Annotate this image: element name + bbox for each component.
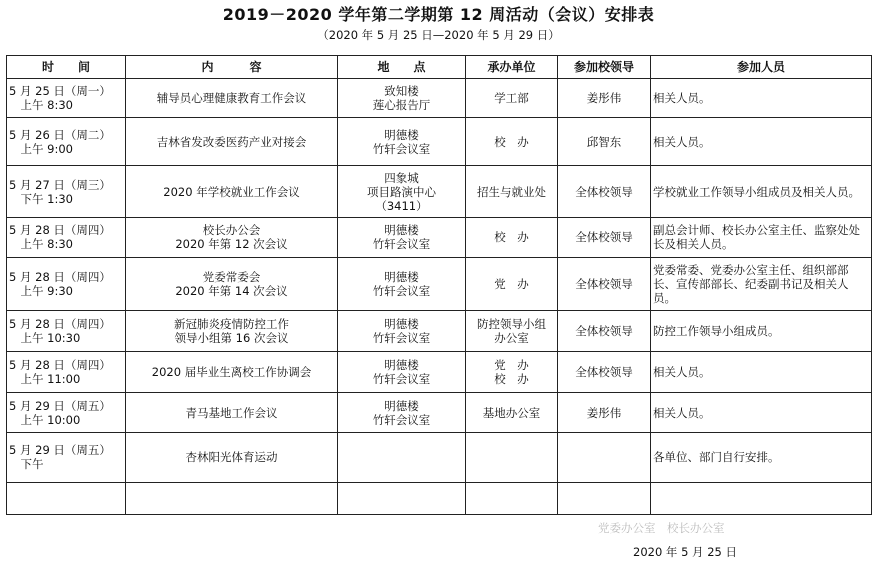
cell-leader: 全体校领导 [558, 311, 651, 351]
cell-time: 5 月 28 日（周四） 上午 11:00 [7, 351, 126, 393]
cell-leader: 全体校领导 [558, 166, 651, 218]
cell-time: 5 月 28 日（周四） 上午 9:30 [7, 257, 126, 311]
cell-place: 明德楼 竹轩会议室 [338, 218, 466, 257]
cell-place: 致知楼 莲心报告厅 [338, 79, 466, 118]
cell-people: 相关人员。 [651, 79, 872, 118]
header-unit: 承办单位 [466, 56, 558, 79]
header-time: 时 间 [7, 56, 126, 79]
cell-time [7, 482, 126, 514]
header-people: 参加人员 [651, 56, 872, 79]
cell-people: 学校就业工作领导小组成员及相关人员。 [651, 166, 872, 218]
cell-leader: 姜彤伟 [558, 79, 651, 118]
cell-leader [558, 432, 651, 482]
cell-time: 5 月 26 日（周二） 上午 9:00 [7, 118, 126, 166]
cell-place: 四象城 项目路演中心 （3411） [338, 166, 466, 218]
cell-people: 防控工作领导小组成员。 [651, 311, 872, 351]
header-content: 内 容 [126, 56, 338, 79]
cell-place: 明德楼 竹轩会议室 [338, 351, 466, 393]
cell-time: 5 月 27 日（周三） 下午 1:30 [7, 166, 126, 218]
cell-leader [558, 482, 651, 514]
cell-content: 校长办公会 2020 年第 12 次会议 [126, 218, 338, 257]
header-place: 地 点 [338, 56, 466, 79]
cell-content: 辅导员心理健康教育工作会议 [126, 79, 338, 118]
cell-people: 相关人员。 [651, 351, 872, 393]
cell-unit: 学工部 [466, 79, 558, 118]
cell-unit [466, 482, 558, 514]
cell-people: 党委常委、党委办公室主任、组织部部长、宣传部部长、纪委副书记及相关人员。 [651, 257, 872, 311]
cell-place: 明德楼 竹轩会议室 [338, 311, 466, 351]
cell-content [126, 482, 338, 514]
table-row [7, 218, 872, 257]
cell-content: 党委常委会 2020 年第 14 次会议 [126, 257, 338, 311]
cell-place [338, 432, 466, 482]
cell-people: 相关人员。 [651, 118, 872, 166]
cell-people [651, 482, 872, 514]
cell-content: 吉林省发改委医药产业对接会 [126, 118, 338, 166]
schedule-table [6, 55, 872, 515]
cell-place: 明德楼 竹轩会议室 [338, 257, 466, 311]
cell-people: 副总会计师、校长办公室主任、监察处处长及相关人员。 [651, 218, 872, 257]
cell-time: 5 月 28 日（周四） 上午 8:30 [7, 218, 126, 257]
table-row [7, 166, 872, 218]
cell-unit: 校 办 [466, 118, 558, 166]
cell-unit: 招生与就业处 [466, 166, 558, 218]
cell-people: 相关人员。 [651, 393, 872, 432]
cell-content: 2020 届毕业生离校工作协调会 [126, 351, 338, 393]
issue-date: 2020 年 5 月 25 日 [633, 545, 737, 559]
cell-time: 5 月 25 日（周一） 上午 8:30 [7, 79, 126, 118]
cell-time: 5 月 29 日（周五） 下午 [7, 432, 126, 482]
table-row [7, 351, 872, 393]
cell-leader: 邱智东 [558, 118, 651, 166]
cell-time: 5 月 28 日（周四） 上午 10:30 [7, 311, 126, 351]
table-row [7, 393, 872, 432]
cell-unit: 基地办公室 [466, 393, 558, 432]
table-row [7, 118, 872, 166]
cell-unit: 防控领导小组 办公室 [466, 311, 558, 351]
cell-unit: 党 办 [466, 257, 558, 311]
cell-place [338, 482, 466, 514]
cell-leader: 全体校领导 [558, 218, 651, 257]
cell-place: 明德楼 竹轩会议室 [338, 393, 466, 432]
table-row [7, 311, 872, 351]
cell-unit [466, 432, 558, 482]
issuing-offices: 党委办公室 校长办公室 [598, 521, 725, 535]
cell-content: 杏林阳光体育运动 [126, 432, 338, 482]
header-leader: 参加校领导 [558, 56, 651, 79]
cell-leader: 全体校领导 [558, 257, 651, 311]
date-range-subtitle: （2020 年 5 月 25 日—2020 年 5 月 29 日） [317, 28, 560, 42]
header-row [7, 56, 872, 79]
cell-time: 5 月 29 日（周五） 上午 10:00 [7, 393, 126, 432]
cell-place: 明德楼 竹轩会议室 [338, 118, 466, 166]
cell-people: 各单位、部门自行安排。 [651, 432, 872, 482]
cell-unit: 校 办 [466, 218, 558, 257]
cell-content: 青马基地工作会议 [126, 393, 338, 432]
cell-content: 2020 年学校就业工作会议 [126, 166, 338, 218]
cell-leader: 全体校领导 [558, 351, 651, 393]
cell-leader: 姜彤伟 [558, 393, 651, 432]
cell-unit: 党 办 校 办 [466, 351, 558, 393]
table-row [7, 432, 872, 482]
table-row [7, 257, 872, 311]
table-row [7, 482, 872, 514]
table-row [7, 79, 872, 118]
cell-content: 新冠肺炎疫情防控工作 领导小组第 16 次会议 [126, 311, 338, 351]
page-title: 2019－2020 学年第二学期第 12 周活动（会议）安排表 [222, 5, 655, 24]
